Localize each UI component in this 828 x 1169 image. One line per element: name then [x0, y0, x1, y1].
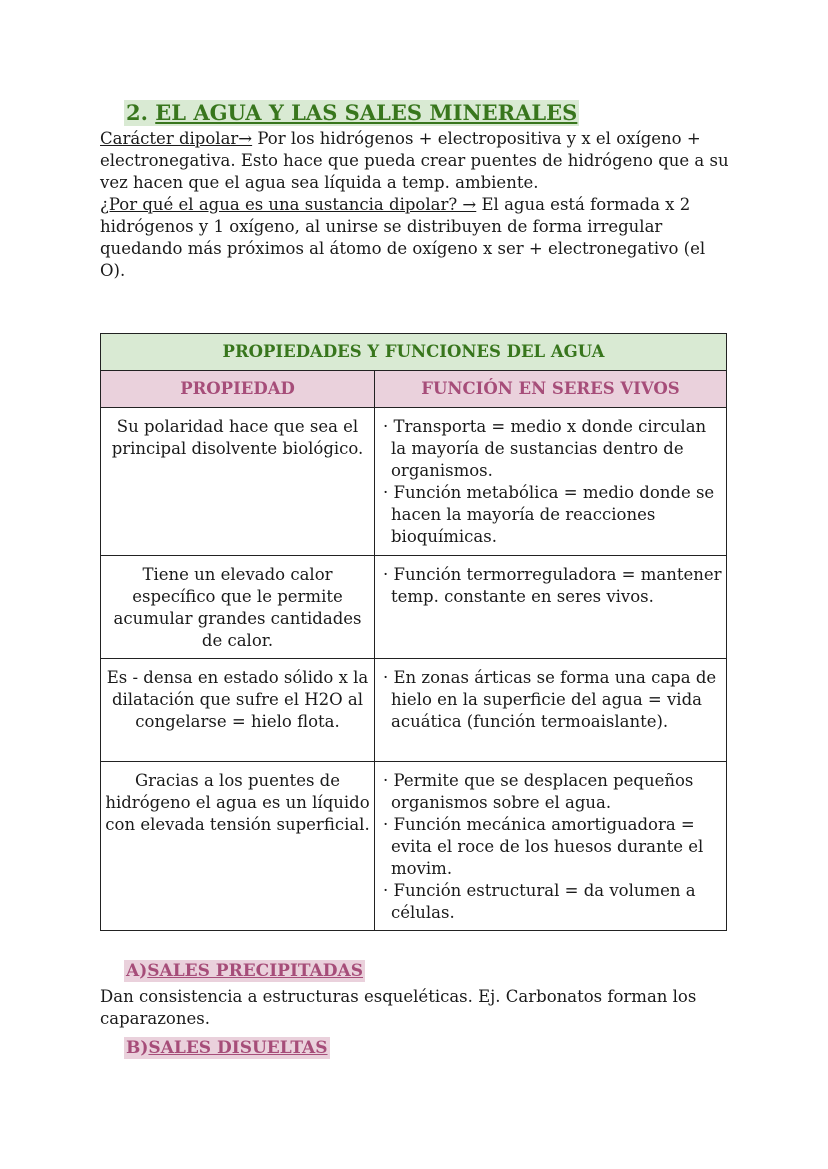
function-item: · Función termorreguladora = mantener temp. constante en seres vivos. — [383, 565, 722, 606]
function-item: · Permite que se desplacen pequeños organismos sobre el agua. — [383, 771, 694, 812]
column-header-function: FUNCIÓN EN SERES VIVOS — [375, 371, 727, 408]
table-row — [101, 408, 727, 556]
paragraph-label: ¿Por qué el agua es una sustancia dipolar? → — [100, 195, 477, 214]
paragraph-label: Carácter dipolar→ — [100, 129, 253, 148]
paragraph-dipolar — [100, 128, 730, 194]
subsection-heading-b — [124, 1037, 330, 1059]
properties-table — [100, 333, 727, 931]
function-cell — [375, 556, 727, 659]
table-row — [101, 762, 727, 931]
function-item: · Transporta = medio x donde circulan la mayoría de sustancias dentro de organismos. — [383, 417, 707, 480]
subsection-letter: A) — [126, 961, 148, 981]
paragraph-body: El agua está formada x 2 hidrógenos y 1 oxígeno, al unirse se distribuyen de forma irregular quedando más próximos al átomo de oxígeno x ser + electronegativo (el O). — [100, 195, 706, 280]
function-cell — [375, 408, 727, 556]
function-cell — [375, 659, 727, 762]
property-cell: Es - densa en estado sólido x la dilatación que sufre el H2O al congelarse = hielo flota. — [101, 659, 375, 762]
function-item: · Función metabólica = medio donde se hacen la mayoría de reacciones bioquímicas. — [383, 483, 715, 546]
subsection-a-text: Dan consistencia a estructuras esqueléticas. Ej. Carbonatos forman los caparazones. — [100, 987, 697, 1028]
subsection-letter: B) — [126, 1038, 149, 1058]
function-cell — [375, 762, 727, 931]
title-text: EL AGUA Y LAS SALES MINERALES — [155, 100, 578, 125]
table-title: PROPIEDADES Y FUNCIONES DEL AGUA — [101, 334, 727, 371]
table-row — [101, 556, 727, 659]
property-cell: Tiene un elevado calor específico que le permite acumular grandes cantidades de calor. — [101, 556, 375, 659]
section-title — [124, 100, 579, 126]
subsection-title: SALES PRECIPITADAS — [147, 961, 364, 981]
subsection-heading-a — [124, 960, 365, 982]
paragraph-body: Por los hidrógenos + electropositiva y x el oxígeno + electronegativa. Esto hace que pueda crear puentes de hidrógeno que a su vez hacen que el agua sea líquida a temp. ambiente. — [100, 129, 729, 192]
subsection-title: SALES DISUELTAS — [148, 1038, 328, 1058]
column-header-property: PROPIEDAD — [101, 371, 375, 408]
function-item: · Función mecánica amortiguadora = evita el roce de los huesos durante el movim. — [383, 815, 704, 878]
intro-text — [100, 128, 730, 282]
table-row — [101, 659, 727, 762]
function-item: · En zonas árticas se forma una capa de hielo en la superficie del agua = vida acuática (función termoaislante). — [383, 668, 717, 731]
paragraph-why-dipolar — [100, 194, 730, 282]
property-cell: Su polaridad hace que sea el principal disolvente biológico. — [101, 408, 375, 556]
function-item: · Función estructural = da volumen a células. — [383, 881, 696, 922]
property-cell: Gracias a los puentes de hidrógeno el agua es un líquido con elevada tensión superficial. — [101, 762, 375, 931]
title-number: 2. — [126, 100, 148, 125]
